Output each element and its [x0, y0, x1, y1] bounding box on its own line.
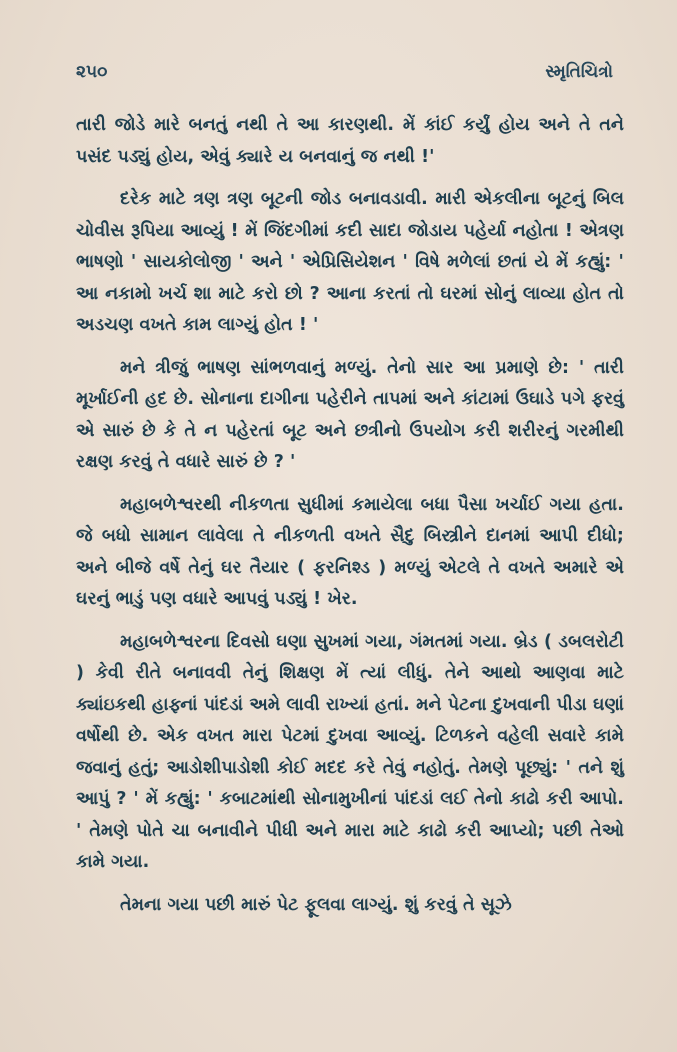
paragraph: દરેક માટે ત્રણ ત્રણ બૂટની જોડ બનાવડાવી. મારી એકલીના બૂટનું બિલ ચોવીસ રૂપિયા આવ્યું ! મેં જિંદગીમાં કદી સાદા જોડાય પહેર્યા નહોતા ! એત્રણ ભાષણો ' સાયકોલોજી ' અને ' એપ્રિસિયેશન ' વિષે મળેલાં છતાં યે મેં કહ્યું: ' આ નકામો ખર્ચ શા માટે કરો છો ? આના કરતાં તો ઘરમાં સોનું લાવ્યા હોત તો અડચણ વખતે કામ લાગ્યું હોત ! ' — [76, 189, 624, 335]
paragraph: મહાબળેશ્વરના દિવસો ઘણા સુખમાં ગયા, ગંમતમાં ગયા. બ્રેડ ( ડબલરોટી ) કેવી રીતે બનાવવી તેનું શિક્ષણ મેં ત્યાં લીધું. તેને આથો આણવા માટે ક્યાંઇકથી હાફ્નાં પાંદડાં અમે લાવી રાખ્યાં હતાં. મને પેટના દુખવાની પીડા ઘણાં વર્ષોથી છે. એક વખત મારા પેટમાં દુખવા આવ્યું. ટિળકને વહેલી સવારે કામે જવાનું હતું; આડોશીપાડોશી કોઈ મદદ કરે તેવું નહોતું. તેમણે પૂછ્યું: ' તને શું આપું ? ' મેં કહ્યું: ' કબાટમાંથી સોનામુખીનાં પાંદડાં લઈ તેનો કાઢો કરી આપો. ' તેમણે પોતે ચા બનાવીને પીધી અને મારા માટે કાઢો કરી આપ્યો; પછી તેઓ કામે ગયા. — [76, 631, 624, 872]
page-header — [76, 62, 613, 90]
body-text — [76, 110, 624, 932]
paragraph: તેમના ગયા પછી મારું પેટ ફૂલવા લાગ્યું. શું કરવું તે સૂઝે — [120, 894, 512, 915]
paragraph: મહાબળેશ્વરથી નીકળતા સુધીમાં કમાયેલા બધા પૈસા ખર્ચાઈ ગયા હતા. જે બધો સામાન લાવેલા તે નીકળતી વખતે સૈદુ બિસ્ત્રીને દાનમાં આપી દીધો; અને બીજે વર્ષે તેનું ઘર તૈયાર ( ફરનિશ્ડ ) મળ્યું એટલે તે વખતે અમારે એ ઘરનું ભાડું પણ વધારે આપવું પડ્યું ! ખેર. — [76, 494, 624, 609]
page-number: ૨૫૦ — [76, 62, 108, 82]
running-head-title: સ્મૃતિચિત્રો — [545, 62, 613, 82]
paragraph-continuation: તારી જોડે મારે બનતું નથી તે આ કારણથી. મેં કાંઈ કર્યું હોય અને તે તને પસંદ પડ્યું હોય, એવું ક્યારે ય બનવાનું જ નથી !' — [76, 115, 624, 167]
paragraph: મને ત્રીજું ભાષણ સાંભળવાનું મળ્યું. તેનો સાર આ પ્રમાણે છે: ' તારી મૂર્ખાઈની હદ છે. સોનાના દાગીના પહેરીને તાપમાં અને કાંટામાં ઉઘાડે પગે ફરવું એ સારું છે કે તે ન પહેરતાં બૂટ અને છત્રીનો ઉપયોગ કરી શરીરનું ગરમીથી રક્ષણ કરવું તે વધારે સારું છે ? ' — [76, 357, 624, 472]
